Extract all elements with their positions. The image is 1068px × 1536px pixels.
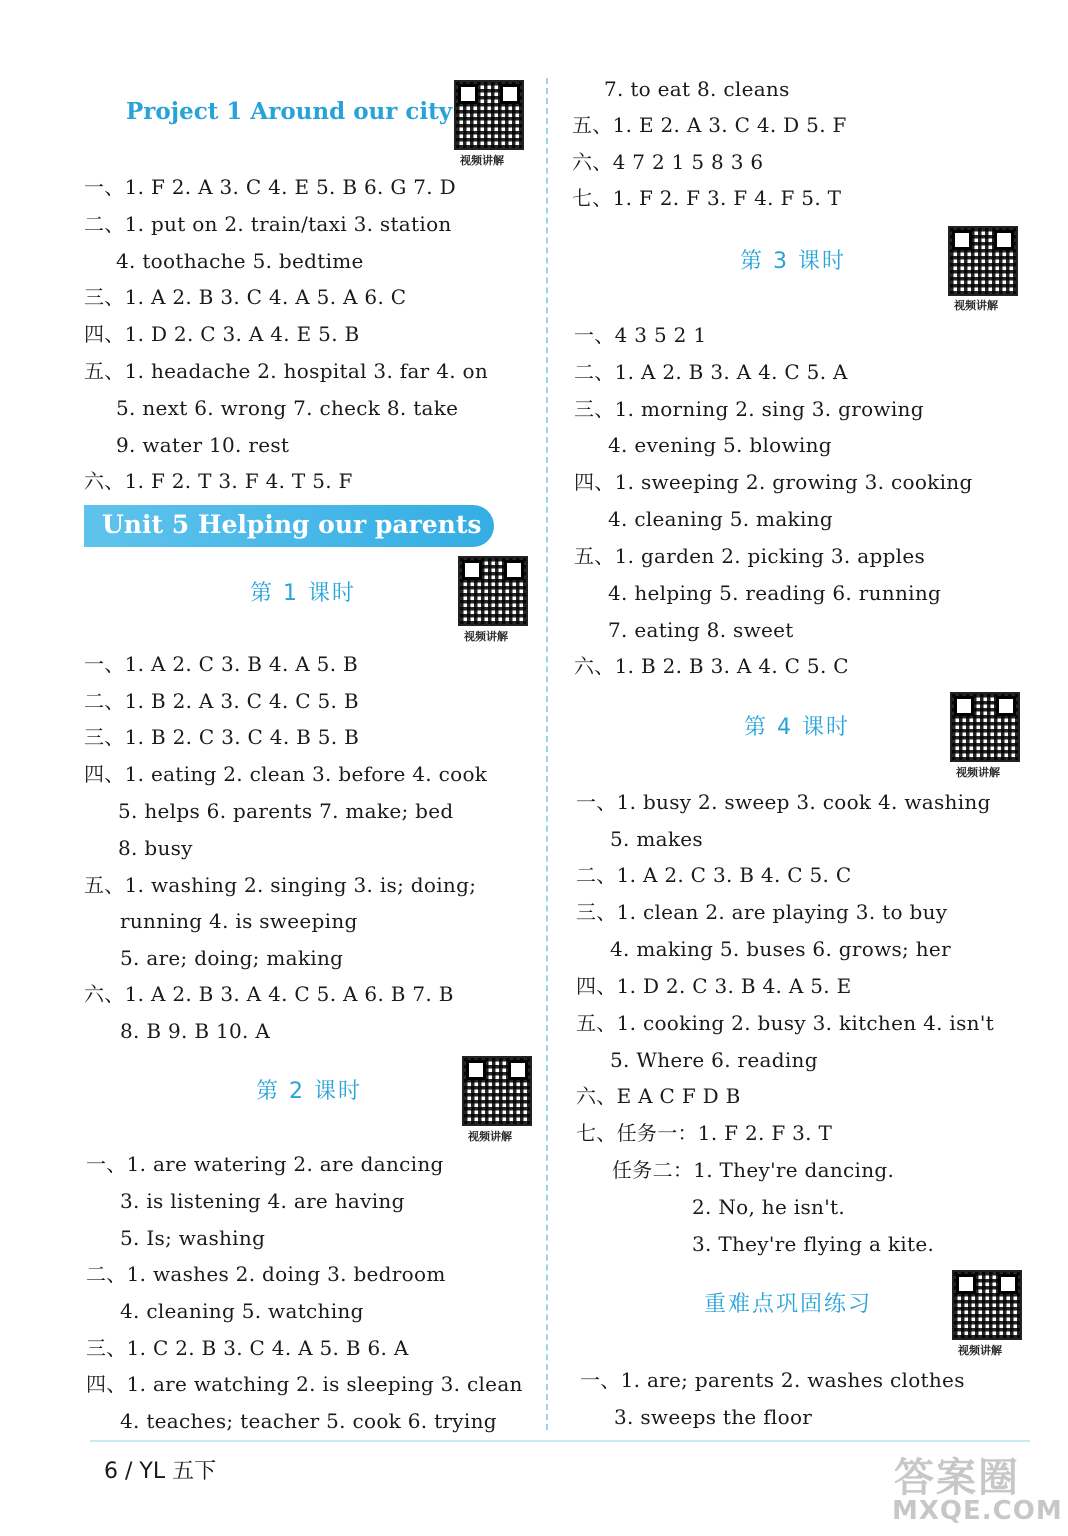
answer-line: 5. helps 6. parents 7. make; bed	[118, 799, 454, 823]
answer-line: 七、任务一：1. F 2. F 3. T	[576, 1121, 833, 1145]
answer-line: 六、1. A 2. B 3. A 4. C 5. A 6. B 7. B	[84, 982, 454, 1006]
lesson-1-heading: 第 1 课时	[250, 581, 356, 606]
answer-line: 8. busy	[118, 836, 193, 860]
answer-line: 7. to eat 8. cleans	[604, 77, 790, 101]
watermark-top: 答案圈	[894, 1455, 1020, 1501]
qr-code-icon[interactable]	[952, 1270, 1022, 1340]
unit-banner	[84, 505, 494, 547]
lesson-3-heading: 第 3 课时	[740, 249, 846, 274]
review-heading: 重难点巩固练习	[704, 1292, 873, 1317]
answer-line: 2. No, he isn't.	[692, 1195, 846, 1219]
answer-line: 5. Is; washing	[120, 1226, 266, 1250]
answer-line: 三、1. A 2. B 3. C 4. A 5. A 6. C	[84, 285, 407, 309]
lesson-2-heading: 第 2 课时	[256, 1079, 362, 1104]
answer-line: 9. water 10. rest	[116, 433, 290, 457]
qr-label: 视频讲解	[958, 1344, 1002, 1357]
footer-rule	[90, 1440, 1030, 1442]
qr-label: 视频讲解	[464, 630, 508, 643]
answer-line: 七、1. F 2. F 3. F 4. F 5. T	[572, 186, 842, 210]
answer-line: 六、4 7 2 1 5 8 3 6	[572, 150, 764, 174]
answer-line: 三、1. B 2. C 3. C 4. B 5. B	[84, 725, 360, 749]
answer-line: 4. evening 5. blowing	[608, 433, 832, 457]
answer-line: 三、1. C 2. B 3. C 4. A 5. B 6. A	[86, 1336, 409, 1360]
answer-line: 一、1. are; parents 2. washes clothes	[580, 1368, 965, 1392]
answer-line: 三、1. clean 2. are playing 3. to buy	[576, 900, 948, 924]
qr-label: 视频讲解	[954, 299, 998, 312]
answer-line: 一、4 3 5 2 1	[574, 323, 707, 347]
answer-line: 三、1. morning 2. sing 3. growing	[574, 397, 924, 421]
project-title: Project 1 Around our city	[126, 98, 453, 125]
answer-line: 5. are; doing; making	[120, 946, 344, 970]
watermark-bottom: MXQE.COM	[892, 1496, 1063, 1526]
answer-line: 五、1. garden 2. picking 3. apples	[574, 544, 926, 568]
answer-line: 五、1. cooking 2. busy 3. kitchen 4. isn't	[576, 1011, 994, 1035]
answer-line: 8. B 9. B 10. A	[120, 1019, 271, 1043]
answer-line: 3. sweeps the floor	[614, 1405, 813, 1429]
column-divider	[546, 78, 548, 1430]
answer-line: 3. is listening 4. are having	[120, 1189, 405, 1213]
answer-line: 四、1. sweeping 2. growing 3. cooking	[574, 470, 973, 494]
answer-line: 五、1. headache 2. hospital 3. far 4. on	[84, 359, 489, 383]
answer-line: 四、1. eating 2. clean 3. before 4. cook	[84, 762, 488, 786]
watermark	[888, 1446, 1063, 1530]
qr-code-icon[interactable]	[454, 80, 524, 150]
answer-line: 任务二：1. They're dancing.	[612, 1158, 895, 1182]
qr-code-icon[interactable]	[950, 692, 1020, 762]
answer-line: 4. making 5. buses 6. grows; her	[610, 937, 951, 961]
lesson-4-heading: 第 4 课时	[744, 715, 850, 740]
answer-line: 5. makes	[610, 827, 703, 851]
answer-line: 4. cleaning 5. watching	[120, 1299, 364, 1323]
answer-line: 四、1. are watching 2. is sleeping 3. clean	[86, 1372, 523, 1396]
answer-line: 一、1. are watering 2. are dancing	[86, 1152, 444, 1176]
answer-line: 六、1. F 2. T 3. F 4. T 5. F	[84, 469, 353, 493]
answer-line: 3. They're flying a kite.	[692, 1232, 935, 1256]
qr-label: 视频讲解	[956, 766, 1000, 779]
qr-code-icon[interactable]	[462, 1056, 532, 1126]
answer-line: 4. cleaning 5. making	[608, 507, 833, 531]
answer-line: 5. next 6. wrong 7. check 8. take	[116, 396, 459, 420]
answer-line: 一、1. A 2. C 3. B 4. A 5. B	[84, 652, 359, 676]
answer-line: 4. toothache 5. bedtime	[116, 249, 364, 273]
answer-line: 四、1. D 2. C 3. A 4. E 5. B	[84, 322, 360, 346]
answer-line: 二、1. A 2. C 3. B 4. C 5. C	[576, 863, 852, 887]
answer-line: 二、1. B 2. A 3. C 4. C 5. B	[84, 689, 359, 713]
answer-line: 六、1. B 2. B 3. A 4. C 5. C	[574, 654, 849, 678]
page-footer: 6 / YL 五下	[104, 1459, 217, 1484]
qr-label: 视频讲解	[460, 154, 504, 167]
answer-line: 二、1. put on 2. train/taxi 3. station	[84, 212, 452, 236]
answer-line: 4. helping 5. reading 6. running	[608, 581, 942, 605]
answer-line: 一、1. busy 2. sweep 3. cook 4. washing	[576, 790, 991, 814]
answer-line: running 4. is sweeping	[120, 909, 358, 933]
answer-line: 一、1. F 2. A 3. C 4. E 5. B 6. G 7. D	[84, 175, 456, 199]
qr-code-icon[interactable]	[948, 226, 1018, 296]
answer-line: 六、E A C F D B	[576, 1084, 741, 1108]
qr-label: 视频讲解	[468, 1130, 512, 1143]
answer-line: 四、1. D 2. C 3. B 4. A 5. E	[576, 974, 852, 998]
answer-line: 7. eating 8. sweet	[608, 618, 794, 642]
answer-line: 二、1. washes 2. doing 3. bedroom	[86, 1262, 446, 1286]
unit-title: Unit 5 Helping our parents	[102, 510, 482, 539]
answer-line: 5. Where 6. reading	[610, 1048, 818, 1072]
answer-line: 五、1. washing 2. singing 3. is; doing;	[84, 873, 477, 897]
answer-line: 二、1. A 2. B 3. A 4. C 5. A	[574, 360, 848, 384]
answer-line: 五、1. E 2. A 3. C 4. D 5. F	[572, 113, 847, 137]
qr-code-icon[interactable]	[458, 556, 528, 626]
answer-line: 4. teaches; teacher 5. cook 6. trying	[120, 1409, 497, 1433]
